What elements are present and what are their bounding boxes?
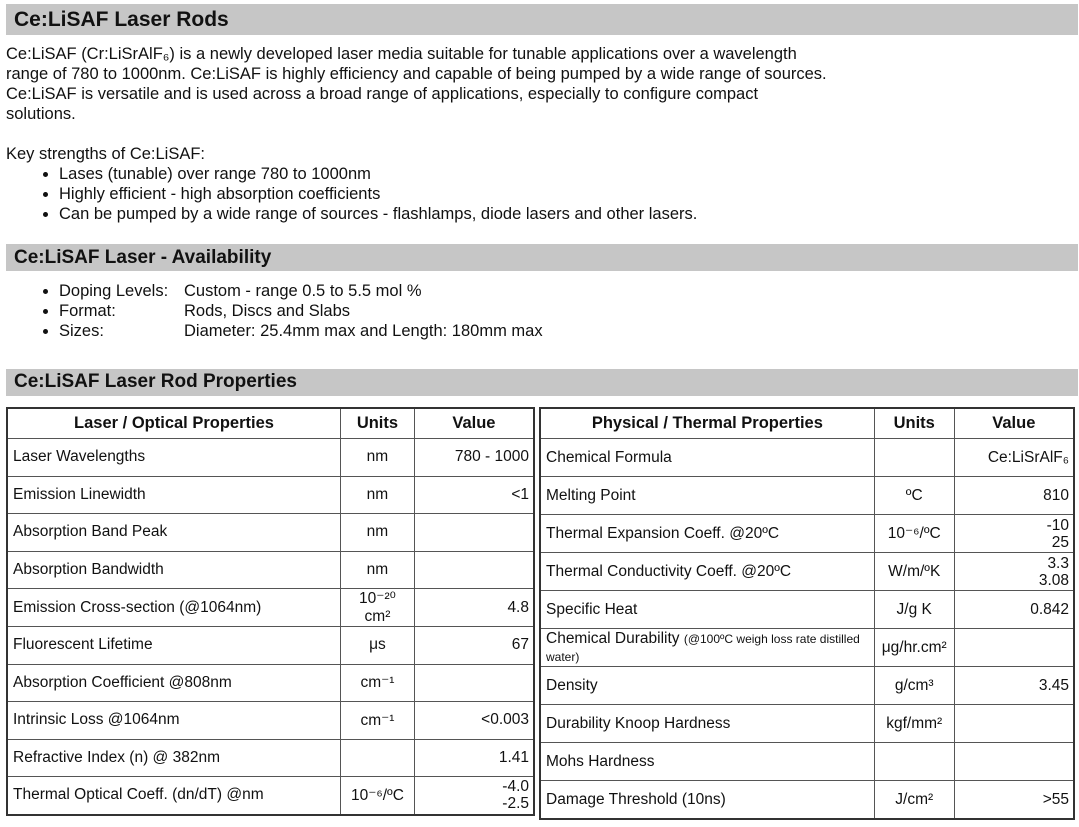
intro-line: Ce:LiSAF is versatile and is used across a broad range of applications, especially to configure compact xyxy=(6,85,759,103)
column-header: Physical / Thermal Properties xyxy=(540,408,874,439)
table-row xyxy=(540,439,1074,477)
list-item xyxy=(59,301,543,321)
property-value: -4.0 xyxy=(502,778,529,796)
table-row xyxy=(540,477,1074,515)
property-note: (@100ºC weigh loss rate distilled water) xyxy=(546,631,860,664)
optical-properties-table xyxy=(6,407,535,816)
availability-value: Diameter: 25.4mm max and Length: 180mm max xyxy=(184,322,543,340)
property-name: Damage Threshold (10ns) xyxy=(546,790,726,808)
properties-bar xyxy=(6,369,1078,396)
property-name-cell xyxy=(7,627,341,665)
property-value: 4.8 xyxy=(507,598,529,616)
property-name: Specific Heat xyxy=(546,600,638,618)
property-value: 67 xyxy=(511,636,529,654)
property-value-cell xyxy=(954,667,1074,705)
property-name-cell xyxy=(7,702,341,740)
table-row xyxy=(540,705,1074,743)
property-name: Intrinsic Loss @1064nm xyxy=(13,711,180,729)
property-unit xyxy=(874,743,954,781)
property-name: Chemical Formula xyxy=(546,448,672,466)
property-value-cell xyxy=(954,439,1074,477)
table-row xyxy=(7,551,534,589)
property-name-cell xyxy=(540,591,874,629)
page-title: Ce:LiSAF Laser Rods xyxy=(14,8,229,31)
property-name: Chemical Durability xyxy=(546,629,680,647)
property-name-cell xyxy=(540,705,874,743)
properties-title: Ce:LiSAF Laser Rod Properties xyxy=(14,371,297,392)
property-value-cell xyxy=(414,551,534,589)
title-bar xyxy=(6,4,1078,35)
property-value: 1.41 xyxy=(498,748,529,766)
property-name: Absorption Band Peak xyxy=(13,523,168,541)
property-name: Melting Point xyxy=(546,486,636,504)
table-row xyxy=(540,629,1074,667)
table-row xyxy=(540,591,1074,629)
list-item: • Lases (tunable) over range 780 to 1000nm xyxy=(59,164,697,184)
property-name-cell xyxy=(7,476,341,514)
property-name-cell xyxy=(540,439,874,477)
property-name-cell xyxy=(540,553,874,591)
property-name-cell xyxy=(540,743,874,781)
property-unit: ºC xyxy=(874,477,954,515)
property-value-cell xyxy=(414,777,534,815)
property-name: Emission Linewidth xyxy=(13,485,146,503)
column-header: Value xyxy=(414,408,534,439)
list-item: • Highly efficient - high absorption coefficients xyxy=(59,184,697,204)
column-header: Laser / Optical Properties xyxy=(7,408,341,439)
list-item xyxy=(59,321,543,341)
intro-line: Ce:LiSAF (Cr:LiSrAlF₆) is a newly developed laser media suitable for tunable applications over a wavelength xyxy=(6,45,797,63)
property-name-cell xyxy=(540,515,874,553)
property-value-cell xyxy=(954,553,1074,591)
property-unit: nm xyxy=(341,514,415,552)
property-value: 0.842 xyxy=(1030,600,1069,618)
property-name-cell xyxy=(540,477,874,515)
physical-table-body xyxy=(540,439,1074,820)
property-unit: μs xyxy=(341,627,415,665)
list-item xyxy=(59,281,543,301)
table-row xyxy=(7,627,534,665)
table-row xyxy=(7,664,534,702)
optical-table-body xyxy=(7,439,534,815)
property-value: -10 xyxy=(1046,516,1069,534)
property-value-cell xyxy=(954,781,1074,820)
property-name: Absorption Bandwidth xyxy=(13,560,164,578)
property-name-cell xyxy=(7,514,341,552)
property-value-cell xyxy=(414,514,534,552)
property-name-cell xyxy=(7,739,341,777)
intro-line: range of 780 to 1000nm. Ce:LiSAF is highly efficiency and capable of being pumped by a wide range of sources. xyxy=(6,65,827,83)
table-row xyxy=(7,777,534,815)
availability-value: Rods, Discs and Slabs xyxy=(184,302,350,320)
property-unit: J/g K xyxy=(874,591,954,629)
availability-list xyxy=(35,281,543,341)
table-row xyxy=(7,476,534,514)
property-unit: μg/hr.cm² xyxy=(874,629,954,667)
table-header-row xyxy=(540,408,1074,439)
property-value: 3.45 xyxy=(1038,676,1069,694)
availability-bar xyxy=(6,244,1078,271)
availability-title: Ce:LiSAF Laser - Availability xyxy=(14,247,272,268)
property-name: Refractive Index (n) @ 382nm xyxy=(13,748,220,766)
table-row xyxy=(540,553,1074,591)
column-header: Units xyxy=(874,408,954,439)
property-value-cell xyxy=(954,591,1074,629)
property-value: 3.3 xyxy=(1047,554,1069,572)
property-value: Ce:LiSrAlF₆ xyxy=(987,448,1069,466)
property-name: Absorption Coefficient @808nm xyxy=(13,673,232,691)
property-name-cell xyxy=(540,781,874,820)
property-name-cell xyxy=(7,664,341,702)
property-value-cell xyxy=(414,739,534,777)
property-value-cell xyxy=(414,627,534,665)
property-name: Thermal Expansion Coeff. @20ºC xyxy=(546,524,780,542)
property-name-cell xyxy=(7,439,341,477)
list-item: • Can be pumped by a wide range of sources - flashlamps, diode lasers and other lasers. xyxy=(59,204,697,224)
table-row xyxy=(540,781,1074,820)
property-name-cell xyxy=(7,551,341,589)
property-unit: cm⁻¹ xyxy=(341,664,415,702)
table-row xyxy=(540,743,1074,781)
column-header: Value xyxy=(954,408,1074,439)
strengths-list xyxy=(35,164,697,224)
property-name: Durability Knoop Hardness xyxy=(546,714,731,732)
property-value-cell xyxy=(414,439,534,477)
property-unit: kgf/mm² xyxy=(874,705,954,743)
property-unit xyxy=(341,739,415,777)
table-header-row xyxy=(7,408,534,439)
property-value: 780 - 1000 xyxy=(454,448,529,466)
property-value-cell xyxy=(414,702,534,740)
table-row xyxy=(540,667,1074,705)
property-unit: W/m/ºK xyxy=(874,553,954,591)
property-name-cell xyxy=(7,589,341,627)
property-value-cell xyxy=(954,705,1074,743)
property-value-cell xyxy=(954,743,1074,781)
availability-value: Custom - range 0.5 to 5.5 mol % xyxy=(184,282,422,300)
property-name: Thermal Conductivity Coeff. @20ºC xyxy=(546,562,792,580)
property-unit: 10⁻⁶/ºC xyxy=(874,515,954,553)
property-name: Fluorescent Lifetime xyxy=(13,636,153,654)
property-value: 810 xyxy=(1043,486,1069,504)
availability-label: Sizes: xyxy=(59,322,104,340)
property-value-cell xyxy=(954,477,1074,515)
property-value: <1 xyxy=(511,485,529,503)
property-unit: cm⁻¹ xyxy=(341,702,415,740)
property-value-secondary: -2.5 xyxy=(502,795,529,813)
property-value: >55 xyxy=(1042,790,1069,808)
property-unit: nm xyxy=(341,551,415,589)
property-unit: J/cm² xyxy=(874,781,954,820)
property-name-cell xyxy=(7,777,341,815)
property-name: Thermal Optical Coeff. (dn/dT) @nm xyxy=(13,786,264,804)
property-value: <0.003 xyxy=(481,711,529,729)
table-row xyxy=(7,589,534,627)
property-name-cell xyxy=(540,667,874,705)
property-value-cell xyxy=(414,589,534,627)
intro-paragraph xyxy=(6,44,1066,124)
property-unit: 10⁻²⁰ cm² xyxy=(341,589,415,627)
availability-label: Doping Levels: xyxy=(59,282,169,300)
property-unit: 10⁻⁶/ºC xyxy=(341,777,415,815)
property-unit: g/cm³ xyxy=(874,667,954,705)
table-row xyxy=(540,515,1074,553)
property-value-cell xyxy=(414,664,534,702)
property-value-cell xyxy=(954,515,1074,553)
property-name: Mohs Hardness xyxy=(546,752,655,770)
property-unit xyxy=(874,439,954,477)
property-value-cell xyxy=(954,629,1074,667)
property-name: Laser Wavelengths xyxy=(13,448,146,466)
intro-line: solutions. xyxy=(6,105,76,123)
property-unit: nm xyxy=(341,439,415,477)
column-header: Units xyxy=(341,408,415,439)
property-unit: nm xyxy=(341,476,415,514)
availability-label: Format: xyxy=(59,302,116,320)
property-value-secondary: 25 xyxy=(1051,533,1069,551)
table-row xyxy=(7,439,534,477)
property-name-cell xyxy=(540,629,874,667)
strengths-label: Key strengths of Ce:LiSAF: xyxy=(6,145,206,163)
property-value-cell xyxy=(414,476,534,514)
property-value-secondary: 3.08 xyxy=(1038,571,1069,589)
physical-properties-table xyxy=(539,407,1075,820)
table-row xyxy=(7,702,534,740)
table-row xyxy=(7,739,534,777)
table-row xyxy=(7,514,534,552)
property-name: Density xyxy=(546,676,598,694)
property-name: Emission Cross-section (@1064nm) xyxy=(13,598,262,616)
